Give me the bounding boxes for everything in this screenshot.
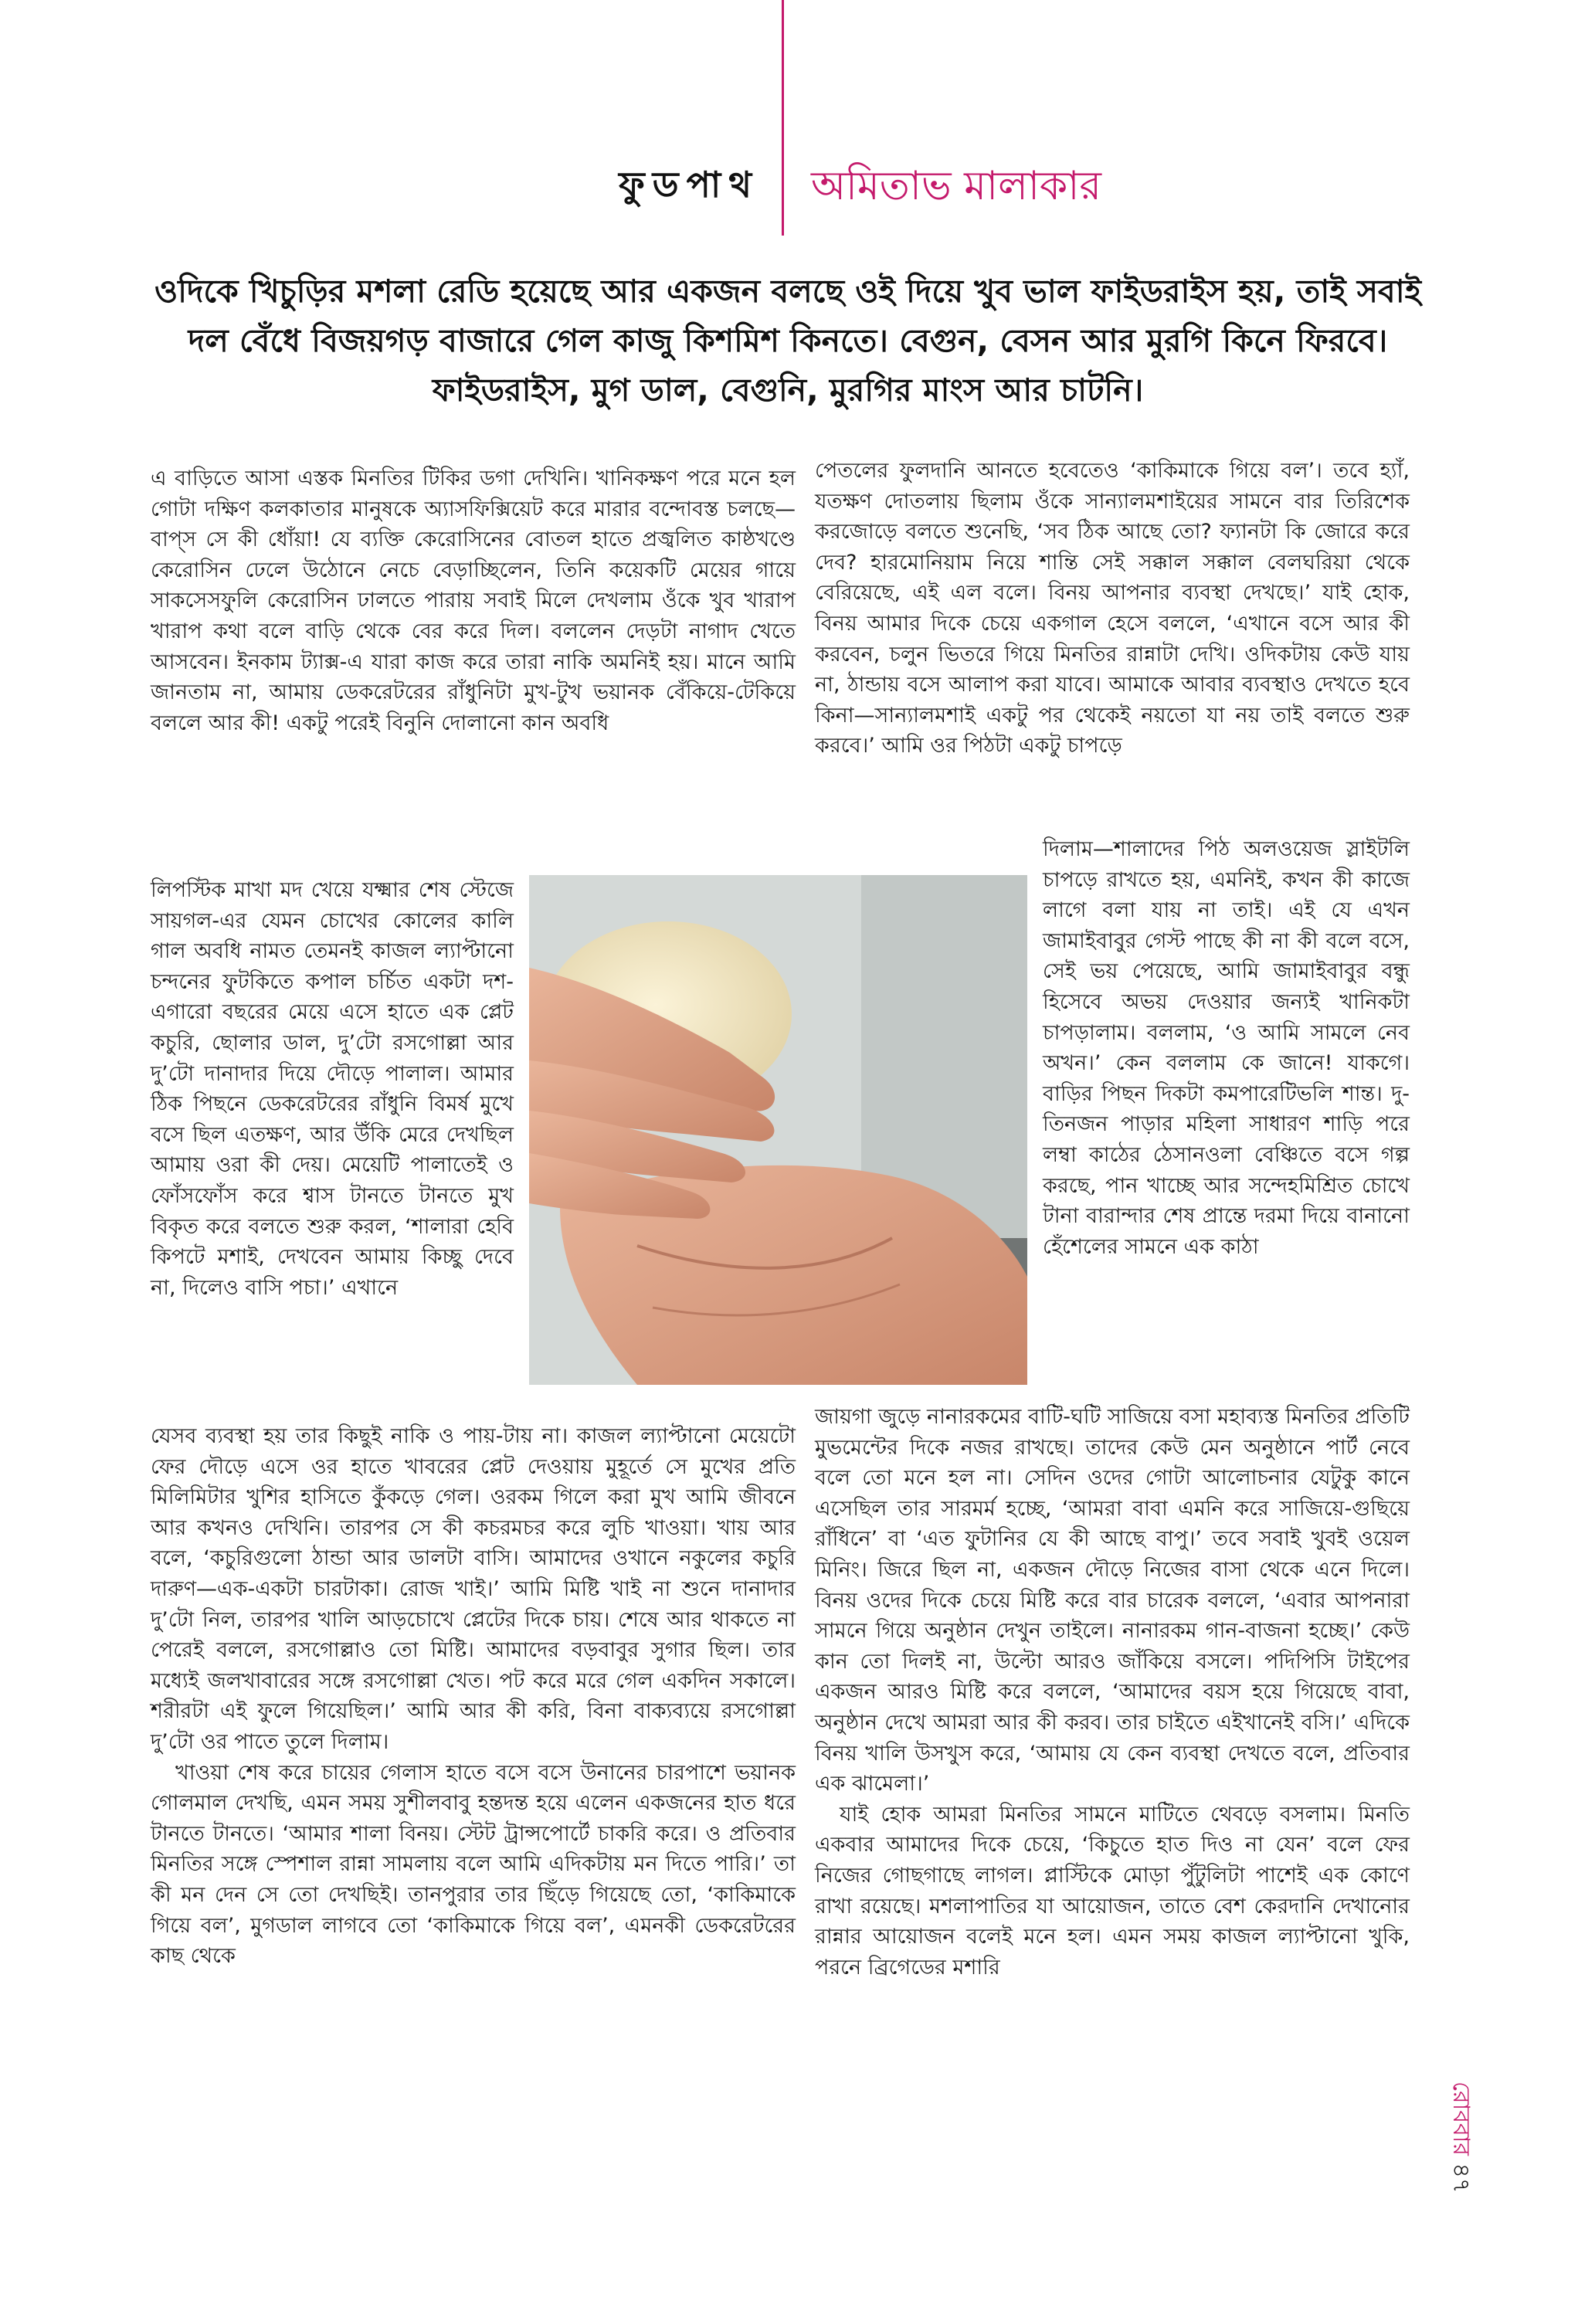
left-paragraph-2: যেসব ব্যবস্থা হয় তার কিছুই নাকি ও পায়-টায় না। কাজল ল্যাপ্টানো মেয়েটো ফের দৌড়ে এসে ওর হাতে খাবরের প্লেট দেওয়ায় মুহূর্তে সে মুখের প্রতি মিলিমিটার খুশির হাসিতে কুঁকড়ে গেল। ওরকম গিলে করা মুখ আমি জীবনে আর কখনও দেখিনি। তারপর সে কী কচরমচর করে লুচি খাওয়া। খায় আর বলে, ‘কচুরিগুলো ঠান্ডা আর ডালটা বাসি। আমাদের ওখানে নকুলের কচুরি দারুণ—এক-একটা চারটাকা। রোজ খাই।’ আমি মিষ্টি খাই না শুনে দানাদার দু’টো নিল, তারপর খালি আড়চোখে প্লেটের দিকে চায়। শেষে আর থাকতে না পেরেই বললে, রসগোল্লাও তো মিষ্টি। আমাদের বড়বাবুর সুগার ছিল। তার মধ্যেই জলখাবারের সঙ্গে রসগোল্লা খেত। পট করে মরে গেল একদিন সকালে। শরীরটা এই ফুলে গিয়েছিল।’ আমি আর কী করি, বিনা বাক্যব্যয়ে রসগোল্লা দু’টো ওর পাতে তুলে দিলাম। bbox=[151, 1424, 796, 1754]
dough-in-palm-photo bbox=[529, 875, 1027, 1385]
left-paragraph-1: এ বাড়িতে আসা এস্তক মিনতির টিকির ডগা দেখিনি। খানিকক্ষণ পরে মনে হল গোটা দক্ষিণ কলকাতার মানুষকে অ্যাসফিক্সিয়েট করে মারার বন্দোবস্ত চলছে—বাপ্‌স সে কী ধোঁয়া! যে ব্যক্তি কেরোসিনের বোতল হাতে প্রজ্বলিত কাষ্ঠখণ্ডে কেরোসিন ঢেলে উঠোনে নেচে বেড়াচ্ছিলেন, তিনি কয়েকটি মেয়ের গায়ে সাকসেসফুলি কেরোসিন ঢালতে পারায় সবাই মিলে দেখলাম ওঁকে খুব খারাপ খারাপ কথা বলে বাড়ি থেকে বের করে দিল। বললেন দেড়টা নাগাদ খেতে আসবেন। ইনকাম ট্যাক্স-এ যারা কাজ করে তারা নাকি অমনিই হয়। মানে আমি জানতাম না, আমায় ডেকরেটরের রাঁধুনিটা মুখ-টুখ ভয়ানক বেঁকিয়ে-টেকিয়ে বললে আর কী! একটু পরেই বিনুনি দোলানো কান অবধি bbox=[151, 466, 796, 735]
page-number: ৪৭ bbox=[1447, 2163, 1474, 2193]
photo-illustration bbox=[529, 875, 1027, 1385]
right-paragraph-3: যাই হোক আমরা মিনতির সামনে মাটিতে থেবড়ে বসলাম। মিনতি একবার আমাদের দিকে চেয়ে, ‘কিচুতে হাত দিও না যেন’ বলে ফের নিজের গোছগাছে লাগল। প্লাস্টিকে মোড়া পুঁটুলিটা পাশেই এক কোণে রাখা রয়েছে। মশলাপাতির যা আয়োজন, তাতে বেশ কেরদানি দেখানোর রান্নার আয়োজন বলেই মনে হল। এমন সময় কাজল ল্যাপ্টানো খুকি, পরনে ব্রিগেডের মশারি bbox=[815, 1802, 1410, 1980]
right-column-wrap bbox=[1043, 834, 1410, 1262]
right-paragraph-wrap: দিলাম—শালাদের পিঠ অলওয়েজ স্লাইটলি চাপড়ে রাখতে হয়, এমনিই, কখন কী কাজে লাগে বলা যায় না তাই। এই যে এখন জামাইবাবুর গেস্ট পাছে কী না কী বলে বসে, সেই ভয় পেয়েছে, আমি জামাইবাবুর বন্ধু হিসেবে অভয় দেওয়ার জন্যই খানিকটা চাপড়ালাম। বললাম, ‘ও আমি সামলে নেব অখন।’ কেন বললাম কে জানে! যাকগে। বাড়ির পিছন দিকটা কমপারেটিভলি শান্ত। দু-তিনজন পাড়ার মহিলা সাধারণ শাড়ি পরে লম্বা কাঠের ঠেসানওলা বেঞ্চিতে বসে গল্প করছে, পান খাচ্ছে আর সন্দেহমিশ্রিত চোখে টানা বারান্দার শেষ প্রান্তে দরমা দিয়ে বানানো হেঁশেলের সামনে এক কাঠা bbox=[1043, 837, 1410, 1259]
header-divider-line bbox=[782, 0, 784, 236]
right-paragraph-1: পেতলের ফুলদানি আনতে হবেতেও ‘কাকিমাকে গিয়ে বল’। তবে হ্যাঁ, যতক্ষণ দোতলায় ছিলাম ওঁকে সান্যালমশাইয়ের সামনে বার তিরিশেক করজোড়ে বলতে শুনেছি, ‘সব ঠিক আছে তো? ফ্যানটা কি জোরে করে দেব? হারমোনিয়াম নিয়ে শান্তি সেই সক্কাল সক্কাল বেলঘরিয়া থেকে বেরিয়েছে, এই এল বলে। বিনয় আপনার ব্যবস্থা দেখছে।’ যাই হোক, বিনয় আমার দিকে চেয়ে একগাল হেসে বললে, ‘এখানে বসে আর কী করবেন, চলুন ভিতরে গিয়ে মিনতির রান্নাটা দেখি। ওদিকটায় কেউ যায় না, ঠান্ডায় বসে আলাপ করা যাবে। আমাকে আবার ব্যবস্থাও দেখতে হবে কিনা—সান্যালমশাই একটু পর থেকেই নয়তো যা নয় তাই বলতে শুরু করবে।’ আমি ওর পিঠটা একটু চাপড়ে bbox=[815, 459, 1410, 758]
left-column-wrap bbox=[151, 875, 514, 1303]
intro-standfirst: ওদিকে খিচুড়ির মশলা রেডি হয়েছে আর একজন বলছে ওই দিয়ে খুব ভাল ফাইডরাইস হয়, তাই সবাই দল বেঁধে বিজয়গড় বাজারে গেল কাজু কিশমিশ কিনতে। বেগুন, বেসন আর মুরগি কিনে ফিরবে। ফাইডরাইস, মুগ ডাল, বেগুনি, মুরগির মাংস আর চাটনি। bbox=[154, 273, 1421, 409]
section-label: ফুডপাথ bbox=[619, 164, 759, 205]
footer-text bbox=[1441, 2081, 1480, 2193]
author-name: অমিতাভ মালাকার bbox=[811, 163, 1101, 209]
magazine-name: রোববার bbox=[1447, 2081, 1474, 2156]
right-column-top bbox=[815, 456, 1410, 762]
right-paragraph-2: জায়গা জুড়ে নানারকমের বাটি-ঘটি সাজিয়ে বসা মহাব্যস্ত মিনতির প্রতিটি মুভমেন্টের দিকে নজর রাখছে। তাদের কেউ মেন অনুষ্ঠানে পার্ট নেবে বলে তো মনে হল না। সেদিন ওদের গোটা আলোচনার যেটুকু কানে এসেছিল তার সারমর্ম হচ্ছে, ‘আমরা বাবা এমনি করে সাজিয়ে-গুছিয়ে রাঁধিনে’ বা ‘এত ফুটানির যে কী আছে বাপু।’ তবে সবাই খুবই ওয়েল মিনিং। জিরে ছিল না, একজন দৌড়ে নিজের বাসা থেকে এনে দিলে। বিনয় ওদের দিকে চেয়ে মিষ্টি করে বার চারেক বললে, ‘এবার আপনারা সামনে গিয়ে অনুষ্ঠান দেখুন তাইলে। নানারকম গান-বাজনা হচ্ছে।’ কেউ কান তো দিলই না, উল্টো আরও জাঁকিয়ে বসলে। পদিপিসি টাইপের একজন আরও মিষ্টি করে বললে, ‘আমাদের বয়স হয়ে গিয়েছে বাবা, অনুষ্ঠান দেখে আমরা আর কী করব। তার চাইতে এইখানেই বসি।’ এদিকে বিনয় খালি উসখুস করে, ‘আমায় যে কেন ব্যবস্থা দেখতে বলে, প্রতিবার এক ঝামেলা।’ bbox=[815, 1405, 1410, 1796]
left-paragraph-3: খাওয়া শেষ করে চায়ের গেলাস হাতে বসে বসে উনানের চারপাশে ভয়ানক গোলমাল দেখছি, এমন সময় সুশীলবাবু হন্তদন্ত হয়ে এলেন একজনের হাত ধরে টানতে টানতে। ‘আমার শালা বিনয়। স্টেট ট্রান্সপোর্টে চাকরি করে। ও প্রতিবার মিনতির সঙ্গে স্পেশাল রান্না সামলায় বলে আমি এদিকটায় মন দিতে পারি।’ তা কী মন দেন সে তো দেখছিই। তানপুরার তার ছিঁড়ে গিয়েছে তো, ‘কাকিমাকে গিয়ে বল’, মুগডাল লাগবে তো ‘কাকিমাকে গিয়ে বল’, এমনকী ডেকরেটরের কাছ থেকে bbox=[151, 1760, 796, 1969]
right-column-bottom bbox=[815, 1402, 1410, 1983]
page-footer bbox=[1443, 2081, 1489, 2282]
left-column-top bbox=[151, 463, 796, 738]
left-paragraph-wrap: লিপস্টিক মাখা মদ খেয়ে যক্ষ্মার শেষ স্টেজে সায়গল-এর যেমন চোখের কোলের কালি গাল অবধি নামত তেমনই কাজল ল্যাপ্টানো চন্দনের ফুটকিতে কপাল চর্চিত একটা দশ-এগারো বছরের মেয়ে এসে হাতে এক প্লেট কচুরি, ছোলার ডাল, দু’টো রসগোল্লা আর দু’টো দানাদার দিয়ে দৌড়ে পালাল। আমার ঠিক পিছনে ডেকরেটরের রাঁধুনি বিমর্ষ মুখে বসে ছিল এতক্ষণ, আর উঁকি মেরে দেখছিল আমায় ওরা কী দেয়। মেয়েটি পালাতেই ও ফোঁসফোঁস করে শ্বাস টানতে টানতে মুখ বিকৃত করে বলতে শুরু করল, ‘শালারা হেবি কিপটে মশাই, দেখবেন আমায় কিচ্ছু দেবে না, দিলেও বাসি পচা।’ এখানে bbox=[151, 878, 514, 1300]
left-column-bottom bbox=[151, 1421, 796, 1972]
